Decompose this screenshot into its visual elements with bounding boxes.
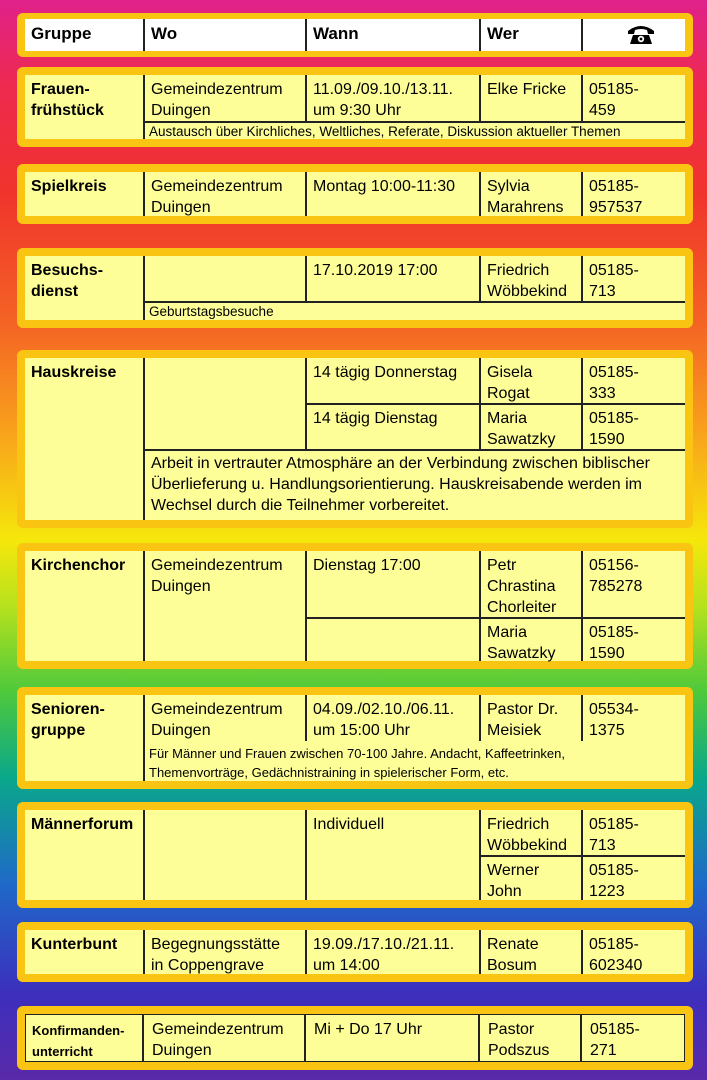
group-kunterbunt — [17, 922, 693, 982]
group-maennerforum — [17, 802, 693, 908]
group-contact: Sylvia Marahrens — [487, 178, 564, 216]
group-location: Gemeindezentrum Duingen — [151, 81, 283, 119]
group-time: 14 tägig Dienstag — [313, 410, 438, 427]
group-time: Mi + Do 17 Uhr — [314, 1021, 423, 1038]
telephone-icon — [626, 23, 656, 50]
group-location: Gemeindezentrum Duingen — [151, 557, 283, 595]
group-contact: Maria Sawatzky — [487, 624, 556, 662]
header-row — [25, 19, 685, 51]
group-name: Kunterbunt — [31, 936, 118, 953]
group-besuchsdienst — [17, 248, 693, 328]
group-phone: 05185- 1590 — [589, 624, 639, 662]
group-contact: Pastor Podszus — [488, 1021, 550, 1059]
header-wann: Wann — [313, 24, 359, 43]
group-time: 19.09./17.10./21.11. um 14:00 — [313, 936, 455, 974]
group-phone: 05185- 602340 — [589, 936, 643, 974]
group-konfirmandenunterricht — [17, 1006, 693, 1070]
group-contact: Friedrich Wöbbekind — [487, 816, 568, 854]
group-note: Arbeit in vertrauter Atmosphäre an der Verbindung zwischen biblischer Überlieferung u. Handlungsorientierung. Hauskreisabende werden im Wechsel durch die Teilnehmer vorbereitet. — [151, 455, 650, 514]
group-time: 14 tägig Donnerstag — [313, 364, 458, 381]
table-header — [17, 13, 693, 57]
group-frauenfruehstueck — [17, 67, 693, 147]
group-contact: Friedrich Wöbbekind — [487, 262, 568, 300]
group-hauskreise — [17, 350, 693, 528]
group-time: 04.09./02.10./06.11. um 15:00 Uhr — [313, 701, 455, 739]
group-contact: Petr Chrastina Chorleiter — [487, 557, 557, 616]
group-spielkreis — [17, 164, 693, 224]
header-wo: Wo — [151, 24, 178, 43]
group-phone: 05156- 785278 — [589, 557, 643, 595]
group-name: Konfirmanden- unterricht — [32, 1023, 125, 1059]
group-location: Gemeindezentrum Duingen — [152, 1021, 284, 1059]
group-name: Besuchs- dienst — [31, 262, 104, 300]
group-phone: 05185- 1223 — [589, 862, 639, 900]
group-time: Individuell — [313, 816, 385, 833]
group-phone: 05534- 1375 — [589, 701, 639, 739]
group-name: Hauskreise — [31, 364, 117, 381]
group-location: Gemeindezentrum Duingen — [151, 701, 283, 739]
group-contact: Werner John — [487, 862, 540, 900]
group-contact: Elke Fricke — [487, 81, 567, 98]
group-phone: 05185- 271 — [590, 1021, 640, 1059]
group-kirchenchor — [17, 543, 693, 669]
group-note: Austausch über Kirchliches, Weltliches, Referate, Diskussion aktueller Themen — [149, 124, 621, 139]
header-wer: Wer — [487, 24, 519, 43]
group-time: Dienstag 17:00 — [313, 557, 421, 574]
group-location: Begegnungsstätte in Coppengrave — [151, 936, 280, 974]
group-time: Montag 10:00-11:30 — [313, 178, 456, 195]
group-phone: 05185- 713 — [589, 262, 639, 300]
group-phone: 05185- 713 — [589, 816, 639, 854]
group-note: Geburtstagsbesuche — [149, 304, 274, 319]
group-time: 17.10.2019 17:00 — [313, 262, 438, 279]
group-location: Gemeindezentrum Duingen — [151, 178, 283, 216]
group-name: Spielkreis — [31, 178, 107, 195]
group-name: Senioren- gruppe — [31, 701, 105, 739]
group-phone: 05185- 957537 — [589, 178, 643, 216]
group-contact: Maria Sawatzky — [487, 410, 556, 448]
header-gruppe: Gruppe — [31, 24, 92, 43]
group-contact: Pastor Dr. Meisiek — [487, 701, 559, 739]
group-seniorengruppe — [17, 687, 693, 789]
group-time: 11.09./09.10./13.11. um 9:30 Uhr — [313, 81, 453, 119]
group-phone: 05185- 1590 — [589, 410, 639, 448]
group-phone: 05185- 459 — [589, 81, 639, 119]
group-name: Kirchenchor — [31, 557, 126, 574]
group-note: Für Männer und Frauen zwischen 70-100 Jahre. Andacht, Kaffeetrinken, Themenvorträge, Gedächnistraining in spielerischer Form, etc. — [149, 746, 566, 780]
group-contact: Gisela Rogat — [487, 364, 533, 402]
group-contact: Renate Bosum — [487, 936, 539, 974]
group-name: Männerforum — [31, 816, 134, 833]
group-name: Frauen- frühstück — [31, 81, 104, 119]
group-phone: 05185- 333 — [589, 364, 639, 402]
